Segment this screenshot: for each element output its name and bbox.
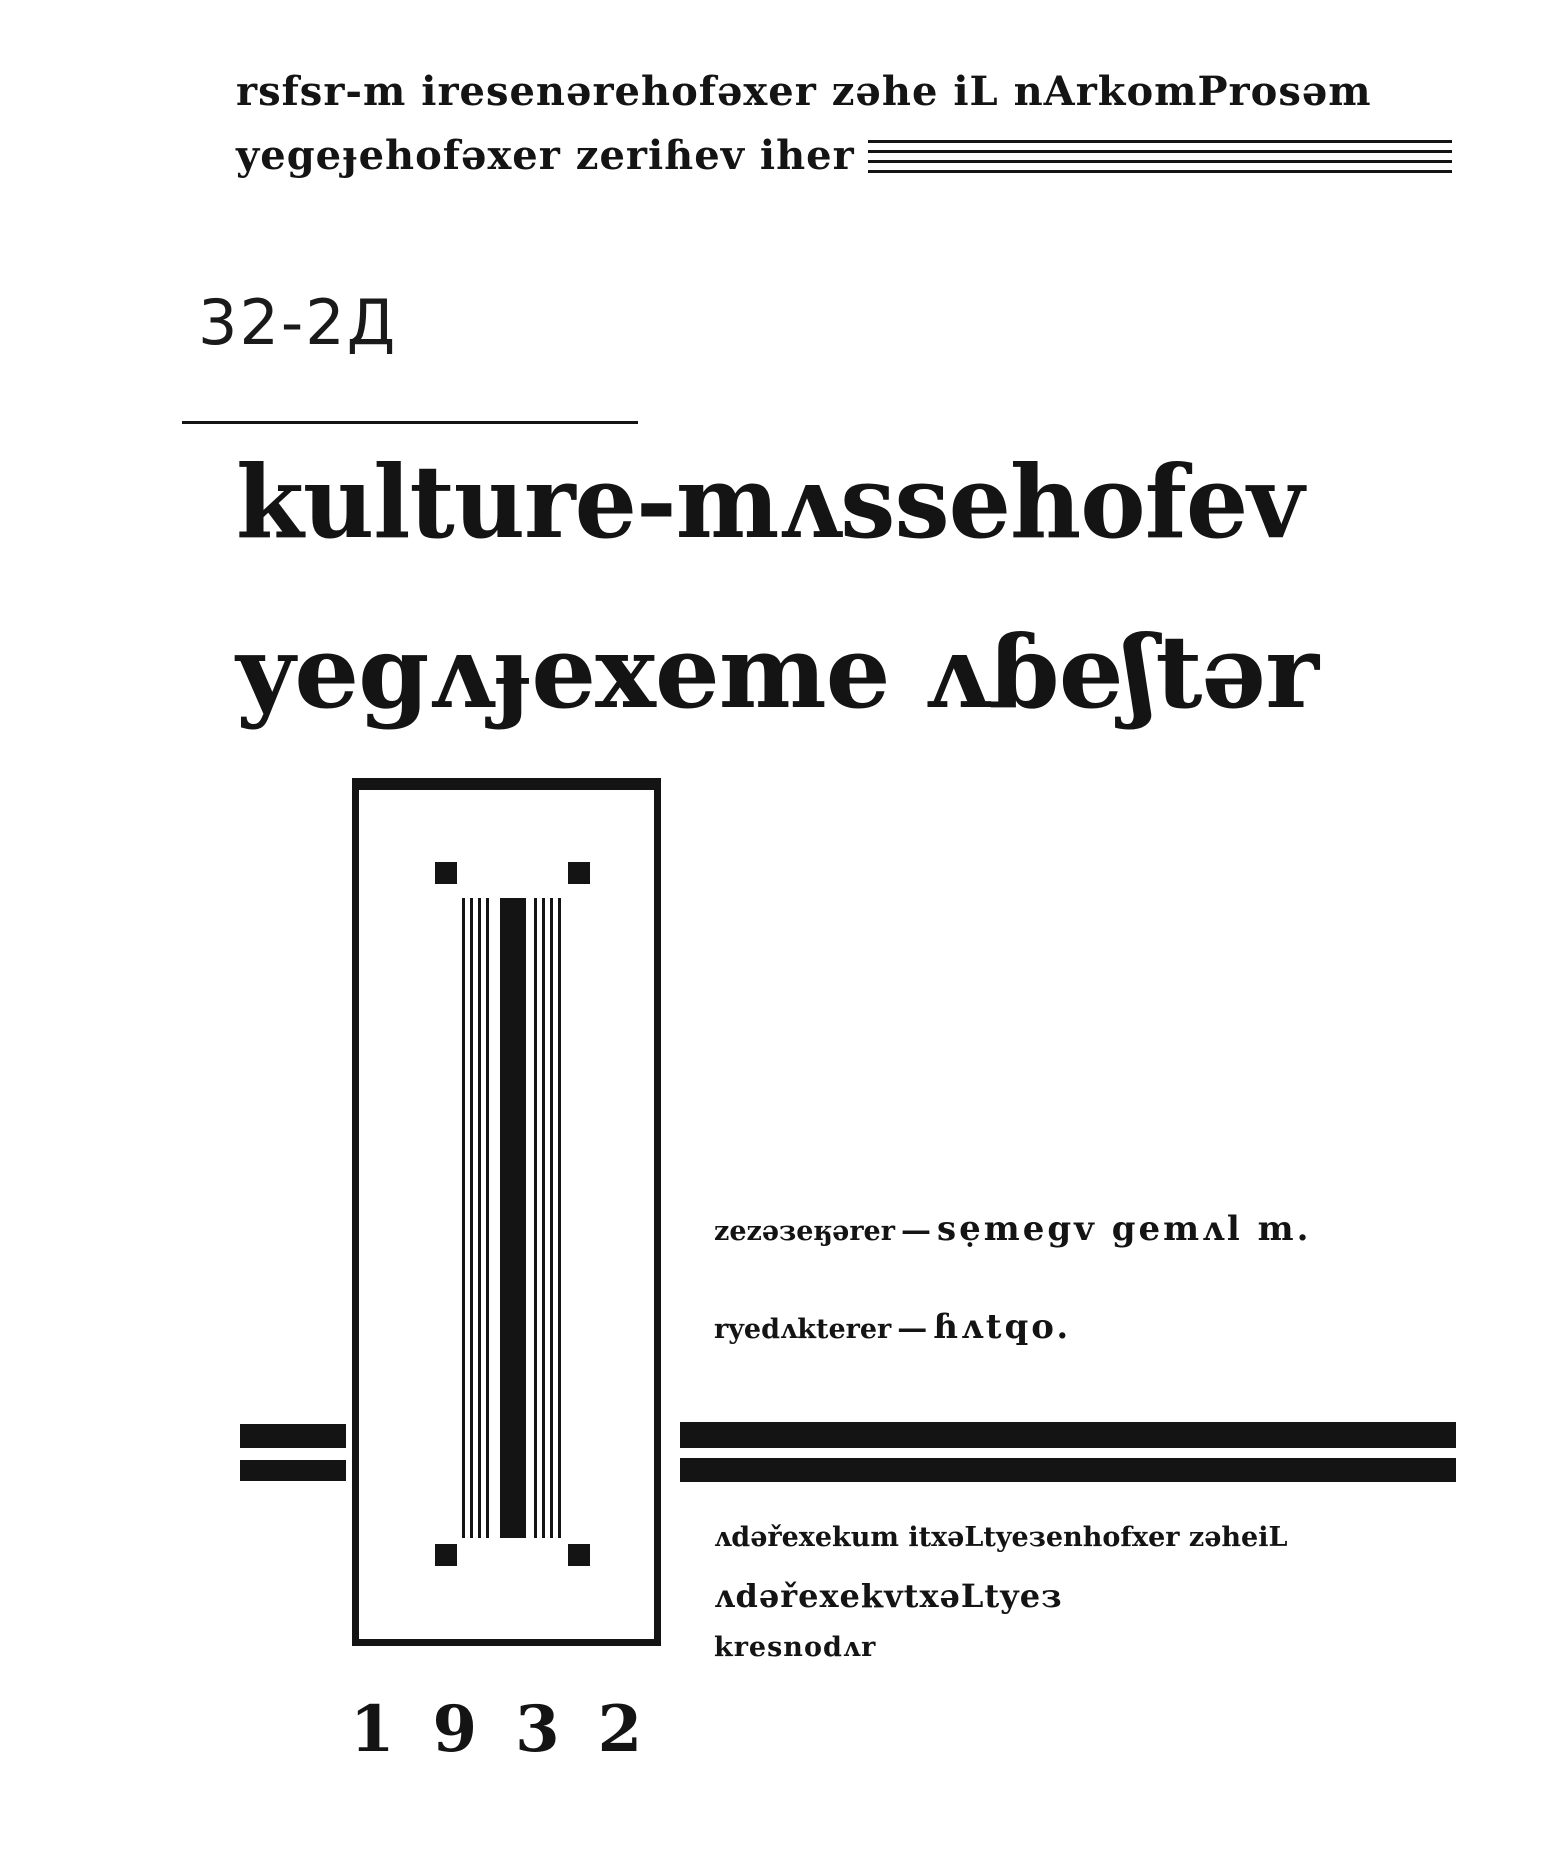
ornament-stripe	[558, 898, 561, 1538]
right-bar-upper	[680, 1422, 1456, 1448]
header-line-2: yegeɟehofəxer zeriɦev iher	[236, 132, 855, 179]
compiler-dash: —	[900, 1213, 931, 1248]
shelf-mark: 32-2Д	[198, 286, 398, 359]
publisher-line-1: ʌdəřexekum itxəLtyeзenhofxer zəheiL	[714, 1522, 1288, 1553]
right-bar-lower	[680, 1458, 1456, 1482]
editor-label: ryedʌkterer	[714, 1314, 892, 1345]
header-line-1: rsfsr-m iresenərehofəxer zəhe iL nArkomProsəm	[236, 68, 1372, 115]
ornament-stripe	[478, 898, 481, 1538]
ornament-stripe	[462, 898, 465, 1538]
publisher-city: kresnodʌr	[714, 1632, 877, 1663]
credit-compiler	[714, 1209, 1312, 1249]
ornament-square-top-right	[568, 862, 590, 884]
ornament-stripe	[470, 898, 473, 1538]
left-bar-lower	[240, 1460, 346, 1481]
title-rule	[182, 421, 638, 424]
ornament-stripe	[486, 898, 489, 1538]
ornament-stripe	[542, 898, 545, 1538]
publication-year: 1932	[350, 1692, 681, 1767]
ornament-square-top-left	[435, 862, 457, 884]
ornament-stripes	[462, 898, 566, 1538]
publisher-line-2: ʌdəřexekvtxəLtyeз	[714, 1577, 1063, 1615]
ornament-square-bottom-right	[568, 1544, 590, 1566]
editor-name: ɦʌtqo.	[933, 1307, 1072, 1347]
ornament-center-stripe	[500, 898, 526, 1538]
header-rules	[868, 140, 1452, 176]
ornament-stripe	[534, 898, 537, 1538]
compiler-name: sẹmegv gemʌl m.	[936, 1209, 1312, 1249]
title-line-1: kulture-mʌssehofev	[236, 443, 1304, 561]
ornament-square-bottom-left	[435, 1544, 457, 1566]
editor-dash: —	[897, 1311, 928, 1346]
ornament-stripe	[550, 898, 553, 1538]
compiler-label: zezəзeӄərer	[714, 1216, 895, 1247]
credit-editor	[714, 1307, 1072, 1347]
left-bar-upper	[240, 1424, 346, 1448]
title-line-2: yegʌɟexeme ʌɓeʃtər	[236, 613, 1319, 731]
